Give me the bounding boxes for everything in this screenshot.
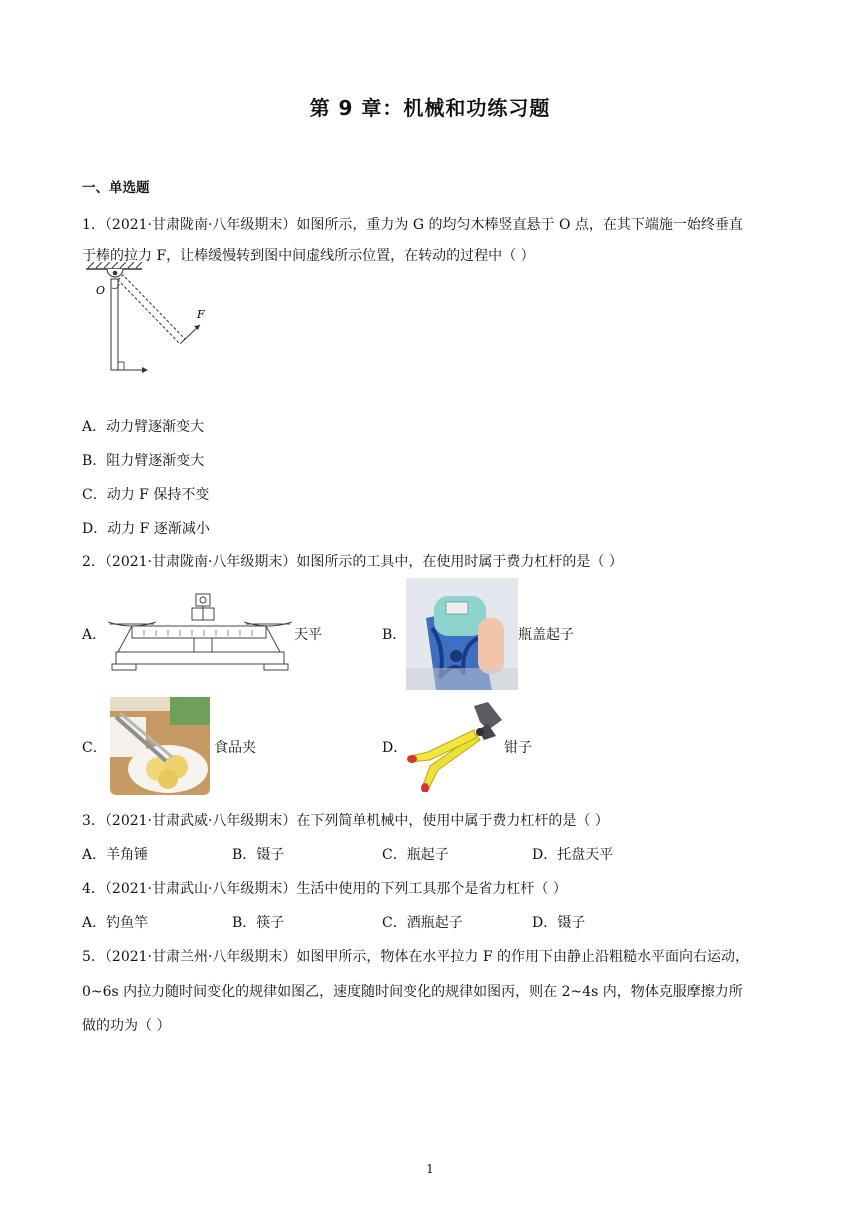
q2-option-c-letter: C． — [82, 740, 107, 756]
q2-option-d-label: 钳子 — [504, 740, 532, 756]
q2-option-a-letter: A． — [82, 627, 107, 643]
bottle-opener-image — [406, 578, 518, 690]
q3-option-a: A．羊角锤 — [82, 847, 149, 863]
q3-option-b: B．镊子 — [232, 847, 285, 863]
q1-text-line2: 于棒的拉力 F，让棒缓慢转到图中间虚线所示位置，在转动的过程中（ ） — [82, 248, 535, 264]
q5-text-line3: 做的功为（ ） — [82, 1018, 171, 1034]
q1-option-b: B．阻力臂逐渐变大 — [82, 453, 205, 469]
q4-option-a: A．钓鱼竿 — [82, 915, 149, 931]
q2-option-b-letter: B． — [382, 627, 407, 643]
q4-option-c: C．酒瓶起子 — [382, 915, 463, 931]
page-title: 第 9 章：机械和功练习题 — [309, 96, 551, 120]
q4-text: 4．（2021·甘肃武山·八年级期末）生活中使用的下列工具那个是省力杠杆（ ） — [82, 881, 567, 897]
lever-rod-figure — [82, 262, 222, 376]
q2-option-d-letter: D． — [382, 740, 408, 756]
q3-option-c: C．瓶起子 — [382, 847, 449, 863]
page-number: 1 — [426, 1162, 434, 1176]
pliers-image — [404, 700, 506, 792]
q3-option-d: D．托盘天平 — [532, 847, 614, 863]
q2-text: 2．（2021·甘肃陇南·八年级期末）如图所示的工具中，在使用时属于费力杠杆的是（ ） — [82, 554, 623, 570]
section-heading: 一、单选题 — [82, 180, 150, 196]
pivot-label-o: O — [96, 284, 106, 297]
q2-option-c-label: 食品夹 — [214, 740, 256, 756]
force-label-f: F — [197, 308, 205, 321]
food-tongs-image — [110, 697, 210, 795]
q3-text: 3．（2021·甘肃武威·八年级期末）在下列简单机械中，使用中属于费力杠杆的是（ ） — [82, 813, 609, 829]
balance-scale-image — [104, 590, 294, 674]
q5-text-line1: 5．（2021·甘肃兰州·八年级期末）如图甲所示，物体在水平拉力 F 的作用下由静止沿粗糙水平面向右运动， — [82, 949, 750, 965]
q4-option-b: B．筷子 — [232, 915, 285, 931]
q1-option-d: D．动力 F 逐渐减小 — [82, 521, 210, 537]
q5-text-line2: 0~6s 内拉力随时间变化的规律如图乙，速度随时间变化的规律如图丙，则在 2~4s 内，物体克服摩擦力所 — [82, 984, 743, 1000]
q4-option-d: D．镊子 — [532, 915, 586, 931]
q2-option-a-label: 天平 — [294, 627, 322, 643]
q2-option-b-label: 瓶盖起子 — [518, 627, 574, 643]
q1-option-c: C．动力 F 保持不变 — [82, 487, 210, 503]
q1-text-line1: 1．（2021·甘肃陇南·八年级期末）如图所示，重力为 G 的均匀木棒竖直悬于 O 点，在其下端施一始终垂直 — [82, 217, 743, 233]
q1-option-a: A．动力臂逐渐变大 — [82, 419, 205, 435]
